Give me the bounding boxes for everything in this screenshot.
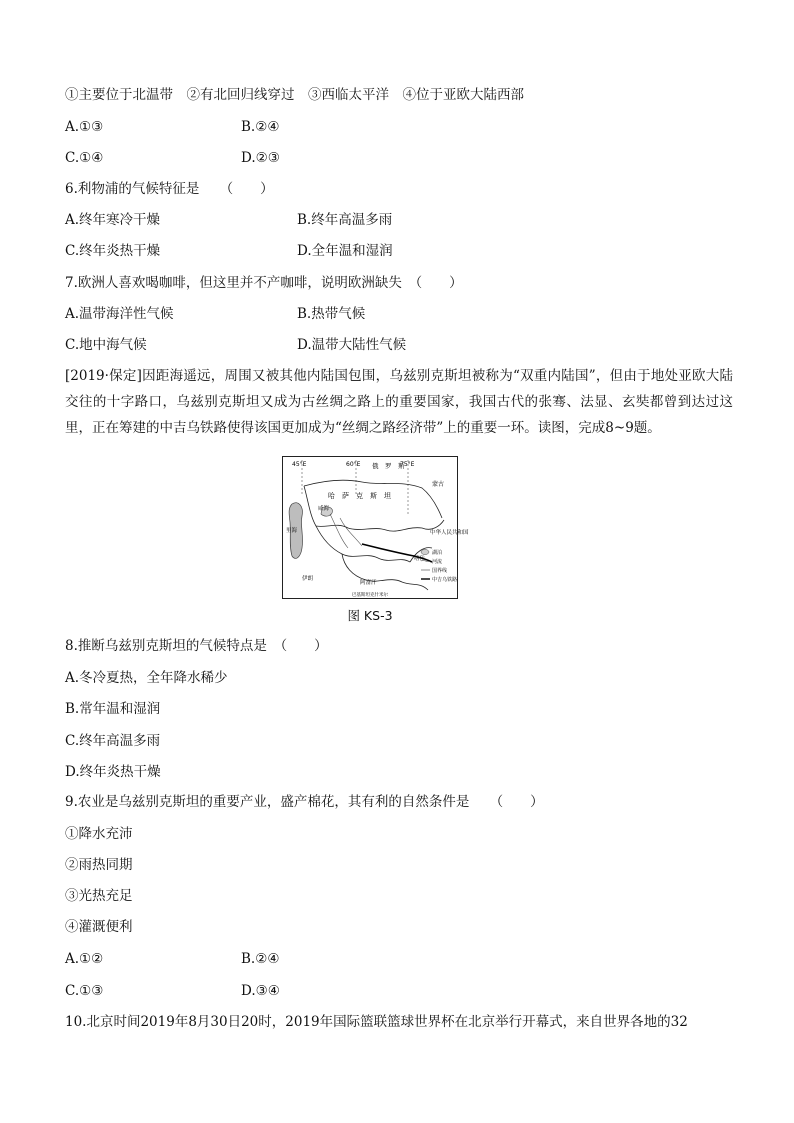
uzbekistan-map bbox=[282, 456, 469, 599]
label-aral: 咸海 bbox=[318, 506, 330, 512]
q7-option-b: B.热带气候 bbox=[297, 306, 366, 322]
q7-stem: 7.欧洲人喜欢喝咖啡，但这里并不产咖啡，说明欧洲缺失 （ ） bbox=[65, 275, 463, 291]
q7-option-d: D.温带大陆性气候 bbox=[297, 337, 407, 353]
label-lon-75: 75°E bbox=[400, 461, 415, 468]
q6-stem: 6.利物浦的气候特征是 （ ） bbox=[65, 181, 274, 197]
q5-option-d: D.②③ bbox=[241, 150, 280, 166]
q9-option-d: D.③④ bbox=[241, 983, 280, 999]
q9-statement-2: ②雨热同期 bbox=[65, 857, 133, 873]
q10-stem: 10.北京时间2019年8月30日20时，2019年国际篮联篮球世界杯在北京举行开幕式，来自世界各地的32 bbox=[65, 1014, 688, 1030]
q5-option-c: C.①④ bbox=[65, 150, 104, 166]
passage-intro: [2019·保定]因距海遥远，周围又被其他内陆国包围，乌兹别克斯坦被称为“双重内陆国”，但由于地处亚欧大陆交往的十字路口，乌兹别克斯坦又成为古丝绸之路上的重要国家，我国古代的张骞、法显、玄奘都曾到达过这里，正在筹建的中吉乌铁路使得该国更加成为“丝绸之路经济带”上的重要一环。读图，完成8~9题。 bbox=[65, 368, 733, 436]
q8-option-c: C.终年高温多雨 bbox=[65, 733, 161, 749]
q9-options-row2 bbox=[65, 982, 280, 1000]
label-mongolia: 蒙古 bbox=[432, 481, 445, 488]
q8-stem: 8.推断乌兹别克斯坦的气候特点是 （ ） bbox=[65, 638, 328, 654]
map-note: 巴基斯坦克什米尔 bbox=[352, 593, 388, 598]
q9-option-c: C.①③ bbox=[65, 983, 104, 999]
q7-options-row1 bbox=[65, 305, 366, 323]
q8-option-d: D.终年炎热干燥 bbox=[65, 764, 161, 780]
q6-option-c: C.终年炎热干燥 bbox=[65, 243, 161, 259]
q9-statement-3: ③光热充足 bbox=[65, 888, 133, 904]
legend-rail: 中吉乌铁路 bbox=[432, 577, 458, 583]
q5-option-b: B.②④ bbox=[241, 119, 280, 135]
q9-stem: 9.农业是乌兹别克斯坦的重要产业，盛产棉花，其有利的自然条件是 （ ） bbox=[65, 794, 544, 810]
q8-option-b: B.常年温和湿润 bbox=[65, 701, 161, 717]
label-russia: 俄 罗 斯 bbox=[372, 462, 405, 470]
q5-option-a: A.①③ bbox=[65, 119, 104, 135]
label-kashgar: 喀什 bbox=[414, 556, 426, 562]
legend-lake: 湖泊 bbox=[432, 550, 443, 556]
q9-option-b: B.②④ bbox=[241, 951, 280, 967]
q7-option-a: A.温带海洋性气候 bbox=[65, 306, 174, 322]
label-lon-45: 45°E bbox=[292, 461, 307, 468]
q8-option-a: A.冬冷夏热，全年降水稀少 bbox=[65, 670, 228, 686]
q9-options-row1 bbox=[65, 950, 280, 968]
q5-statements: ①主要位于北温带 ②有北回归线穿过 ③西临太平洋 ④位于亚欧大陆西部 bbox=[65, 87, 524, 103]
legend-border: 国界线 bbox=[432, 568, 448, 574]
q5-options-row1 bbox=[65, 118, 280, 136]
label-lon-60: 60°E bbox=[346, 461, 361, 468]
q9-option-a: A.①② bbox=[65, 951, 104, 967]
label-caspian: 里海 bbox=[286, 528, 298, 534]
label-afghanistan: 阿富汗 bbox=[360, 580, 377, 586]
q6-options-row1 bbox=[65, 211, 393, 229]
label-iran: 伊朗 bbox=[302, 576, 314, 582]
label-china: 中华人民共和国 bbox=[430, 530, 469, 536]
legend-river: 河流 bbox=[432, 559, 443, 565]
q6-option-b: B.终年高温多雨 bbox=[297, 212, 393, 228]
q6-options-row2 bbox=[65, 242, 393, 260]
q7-option-c: C.地中海气候 bbox=[65, 337, 147, 353]
legend-lake-symbol bbox=[421, 550, 429, 555]
figure-caption: 图 KS-3 bbox=[347, 608, 393, 623]
q5-options-row2 bbox=[65, 149, 280, 167]
q6-option-a: A.终年寒冷干燥 bbox=[65, 212, 161, 228]
q9-statement-4: ④灌溉便利 bbox=[65, 919, 133, 935]
label-kazakhstan: 哈 萨 克 斯 坦 bbox=[328, 492, 391, 500]
q9-statement-1: ①降水充沛 bbox=[65, 826, 133, 842]
q7-options-row2 bbox=[65, 336, 407, 354]
q6-option-d: D.全年温和湿润 bbox=[297, 243, 393, 259]
